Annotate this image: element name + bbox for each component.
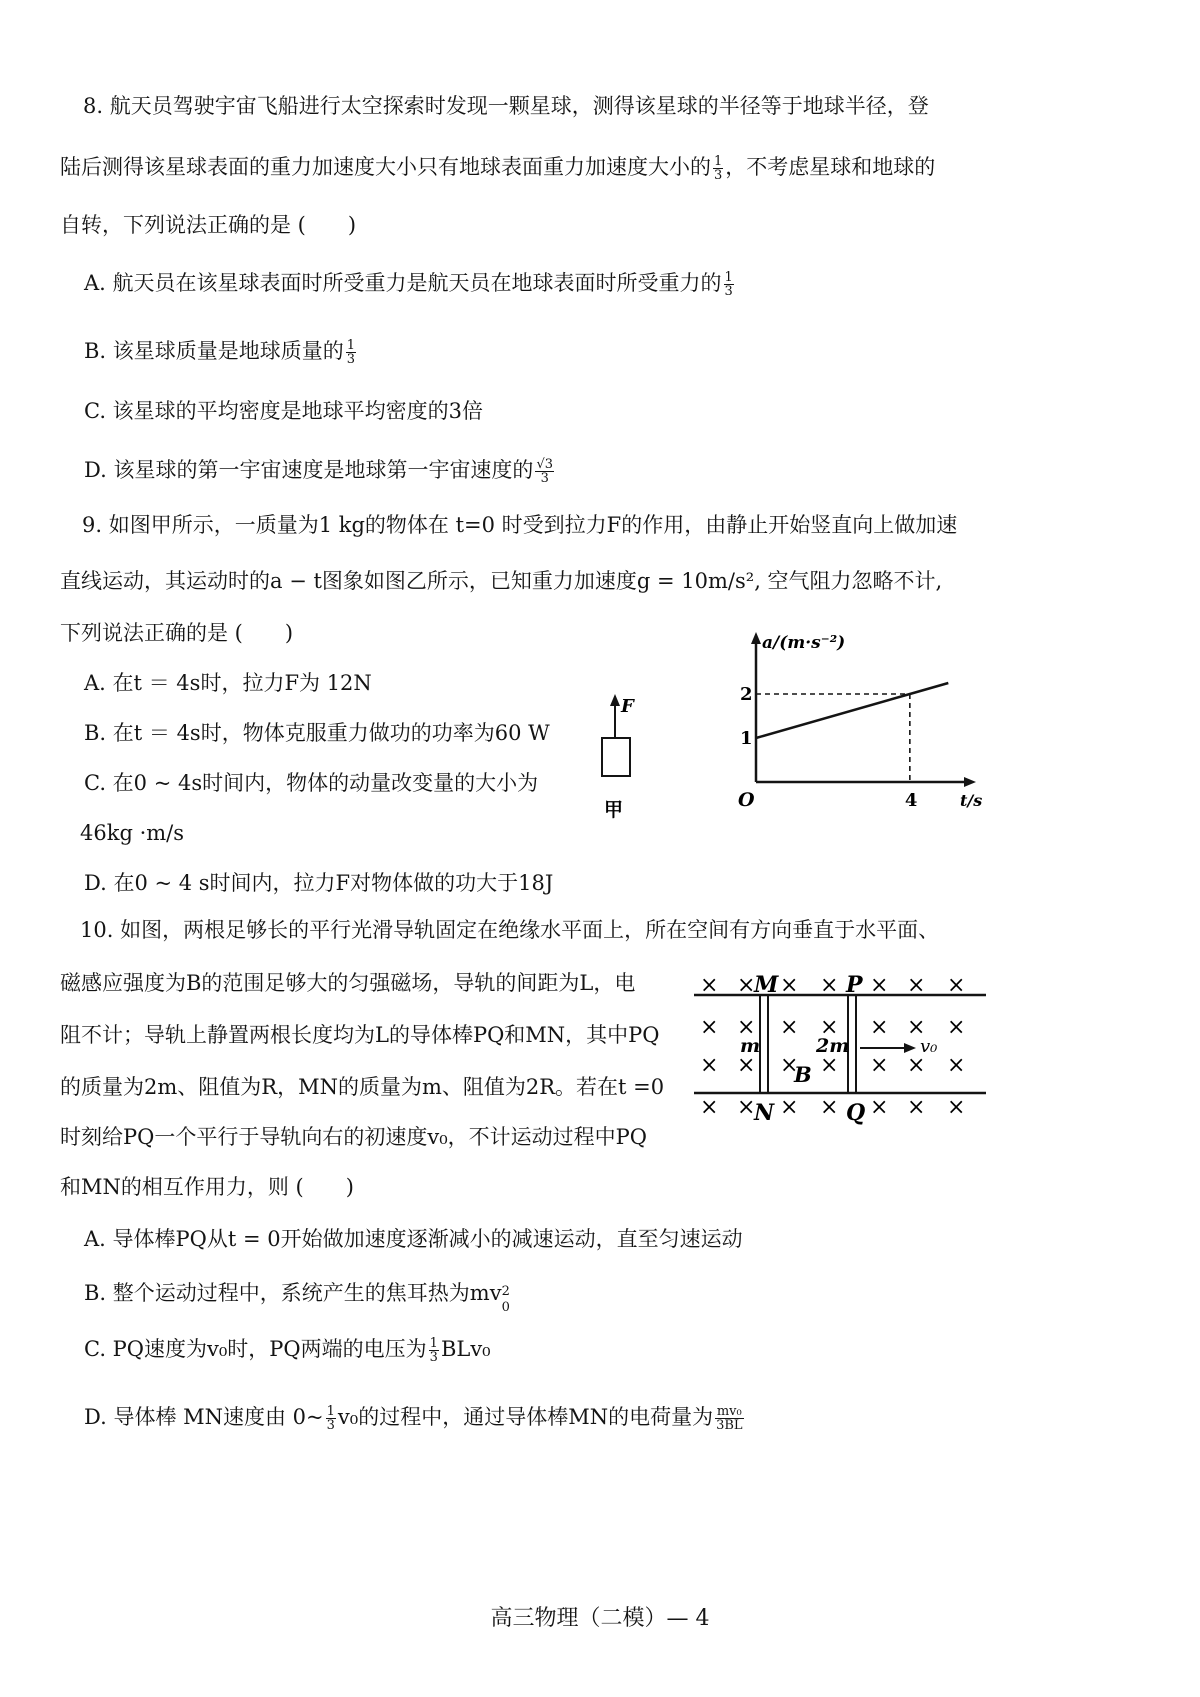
- figure-yi-chart: [720, 630, 983, 830]
- rod-mn: [760, 995, 768, 1093]
- field-cross-icon: ×: [947, 1053, 966, 1078]
- field-cross-icon: ×: [870, 973, 889, 998]
- y-axis-label: a/(m·s⁻²): [762, 633, 846, 653]
- label-mass-2m: 2m: [816, 1035, 850, 1057]
- figure-jia: [590, 690, 660, 830]
- field-cross-icon: ×: [947, 1015, 966, 1040]
- label-q-point: Q: [846, 1100, 866, 1126]
- field-cross-icon: ×: [700, 1095, 719, 1120]
- q10-option-d: D. 导体棒 MN速度由 0~ $\frac{1}{3}$ v₀的过程中，通过导体棒MN的电荷量为 $\frac{\text{mv₀}}{3BL}$: [84, 1404, 743, 1433]
- label-v0: v₀: [920, 1036, 938, 1057]
- q8-stem-line1: 8. 航天员驾驶宇宙飞船进行太空探索时发现一颗星球，测得该星球的半径等于地球半径，登: [83, 94, 929, 118]
- field-cross-icon: ×: [947, 1095, 966, 1120]
- field-cross-icon: ×: [700, 973, 719, 998]
- field-cross-icon: ×: [820, 1095, 839, 1120]
- q10-stem-line3: 阻不计；导轨上静置两根长度均为L的导体棒PQ和MN，其中PQ: [60, 1023, 660, 1047]
- q8-stem-line3: 自转，下列说法正确的是 ( ): [60, 213, 357, 237]
- figure-jia-label: 甲: [604, 799, 624, 821]
- field-cross-icon: ×: [870, 1095, 889, 1120]
- field-cross-icon: ×: [870, 1015, 889, 1040]
- q9-option-a: A. 在t ＝ 4s时，拉力F为 12N: [84, 671, 372, 695]
- q10-stem-line2: 磁感应强度为B的范围足够大的匀强磁场，导轨的间距为L，电: [60, 971, 636, 995]
- y-tick-label: 1: [740, 728, 753, 749]
- field-cross-icon: ×: [780, 1053, 799, 1078]
- field-cross-icon: ×: [737, 1095, 756, 1120]
- x-axis-label: t/s: [960, 791, 983, 810]
- q9-stem-line3: 下列说法正确的是 ( ): [60, 621, 294, 645]
- q8-option-c: C. 该星球的平均密度是地球平均密度的3倍: [84, 399, 484, 423]
- force-label: F: [621, 696, 634, 717]
- q9-stem-line2: 直线运动，其运动时的a − t图象如图乙所示，已知重力加速度g = 10m/s², 空气阻力忽略不计,: [60, 569, 943, 593]
- field-cross-icon: ×: [780, 1095, 799, 1120]
- field-cross-icon: ×: [907, 1095, 926, 1120]
- label-p-point: P: [846, 972, 863, 998]
- field-cross-icon: ×: [780, 973, 799, 998]
- q9-option-c-line1: C. 在0 ~ 4s时间内，物体的动量改变量的大小为: [84, 771, 539, 795]
- arrow-right-icon: [904, 1043, 916, 1053]
- field-cross-icon: ×: [870, 1053, 889, 1078]
- label-m-point: M: [754, 972, 779, 998]
- q10-option-b: B. 整个运动过程中，系统产生的焦耳热为mv 2 0: [84, 1281, 510, 1315]
- figure-rails: [690, 960, 990, 1130]
- field-cross-icon: ×: [700, 1015, 719, 1040]
- q10-stem-line1: 10. 如图，两根足够长的平行光滑导轨固定在绝缘水平面上，所在空间有方向垂直于水平面、: [80, 918, 940, 942]
- page-footer: 高三物理（二模）— 4: [490, 1606, 710, 1631]
- field-cross-icon: ×: [780, 1015, 799, 1040]
- field-cross-icon: ×: [820, 1015, 839, 1040]
- x-axis-arrow-icon: [964, 777, 976, 787]
- series-line: [756, 683, 948, 738]
- fraction: $\frac{1}{3}$: [714, 154, 723, 183]
- field-cross-icon: ×: [737, 1015, 756, 1040]
- q10-stem-line6: 和MN的相互作用力，则 ( ): [60, 1175, 354, 1199]
- q9-option-b: B. 在t ＝ 4s时，物体克服重力做功的功率为60 W: [84, 721, 550, 745]
- q9-stem-line1: 9. 如图甲所示，一质量为1 kg的物体在 t=0 时受到拉力F的作用，由静止开始竖直向上做加速: [82, 513, 958, 537]
- label-n-point: N: [754, 1100, 775, 1126]
- field-cross-icon: ×: [737, 1053, 756, 1078]
- q8-option-a: A. 航天员在该星球表面时所受重力是航天员在地球表面时所受重力的 $\frac{1}{3}$: [84, 270, 733, 299]
- field-cross-icon: ×: [737, 973, 756, 998]
- x-tick-label: 4: [904, 790, 918, 811]
- field-cross-icon: ×: [820, 973, 839, 998]
- q8-stem-line2: 陆后测得该星球表面的重力加速度大小只有地球表面重力加速度大小的 $\frac{1}{3}$ ，不考虑星球和地球的: [60, 154, 936, 183]
- label-field-b: B: [794, 1062, 812, 1087]
- y-tick-label: 2: [740, 684, 753, 705]
- origin-label: O: [738, 789, 755, 811]
- q10-stem-line5: 时刻给PQ一个平行于导轨向右的初速度v₀，不计运动过程中PQ: [60, 1125, 647, 1149]
- field-cross-icon: ×: [700, 1053, 719, 1078]
- q10-option-a: A. 导体棒PQ从t = 0开始做加速度逐渐减小的减速运动，直至匀速运动: [84, 1227, 743, 1251]
- arrow-head-icon: [610, 694, 620, 706]
- q10-stem-line4: 的质量为2m、阻值为R，MN的质量为m、阻值为2R。若在t =0: [60, 1075, 665, 1099]
- field-cross-icon: ×: [907, 973, 926, 998]
- field-cross-icon: ×: [820, 1053, 839, 1078]
- q10-option-c: C. PQ速度为v₀时，PQ两端的电压为 $\frac{1}{3}$ BLv₀: [84, 1336, 491, 1365]
- field-cross-icon: ×: [907, 1015, 926, 1040]
- field-cross-icon: ×: [947, 973, 966, 998]
- y-axis-arrow-icon: [751, 632, 761, 644]
- q9-option-d: D. 在0 ~ 4 s时间内，拉力F对物体做的功大于18J: [84, 871, 554, 895]
- label-mass-m: m: [740, 1035, 761, 1057]
- q9-option-c-line2: 46kg ·m/s: [80, 821, 185, 845]
- q8-option-d: D. 该星球的第一宇宙速度是地球第一宇宙速度的 $\frac{√3}{3}$: [84, 457, 553, 486]
- q8-option-b: B. 该星球质量是地球质量的 $\frac{1}{3}$: [84, 338, 356, 367]
- field-cross-icon: ×: [907, 1053, 926, 1078]
- block: [602, 738, 630, 776]
